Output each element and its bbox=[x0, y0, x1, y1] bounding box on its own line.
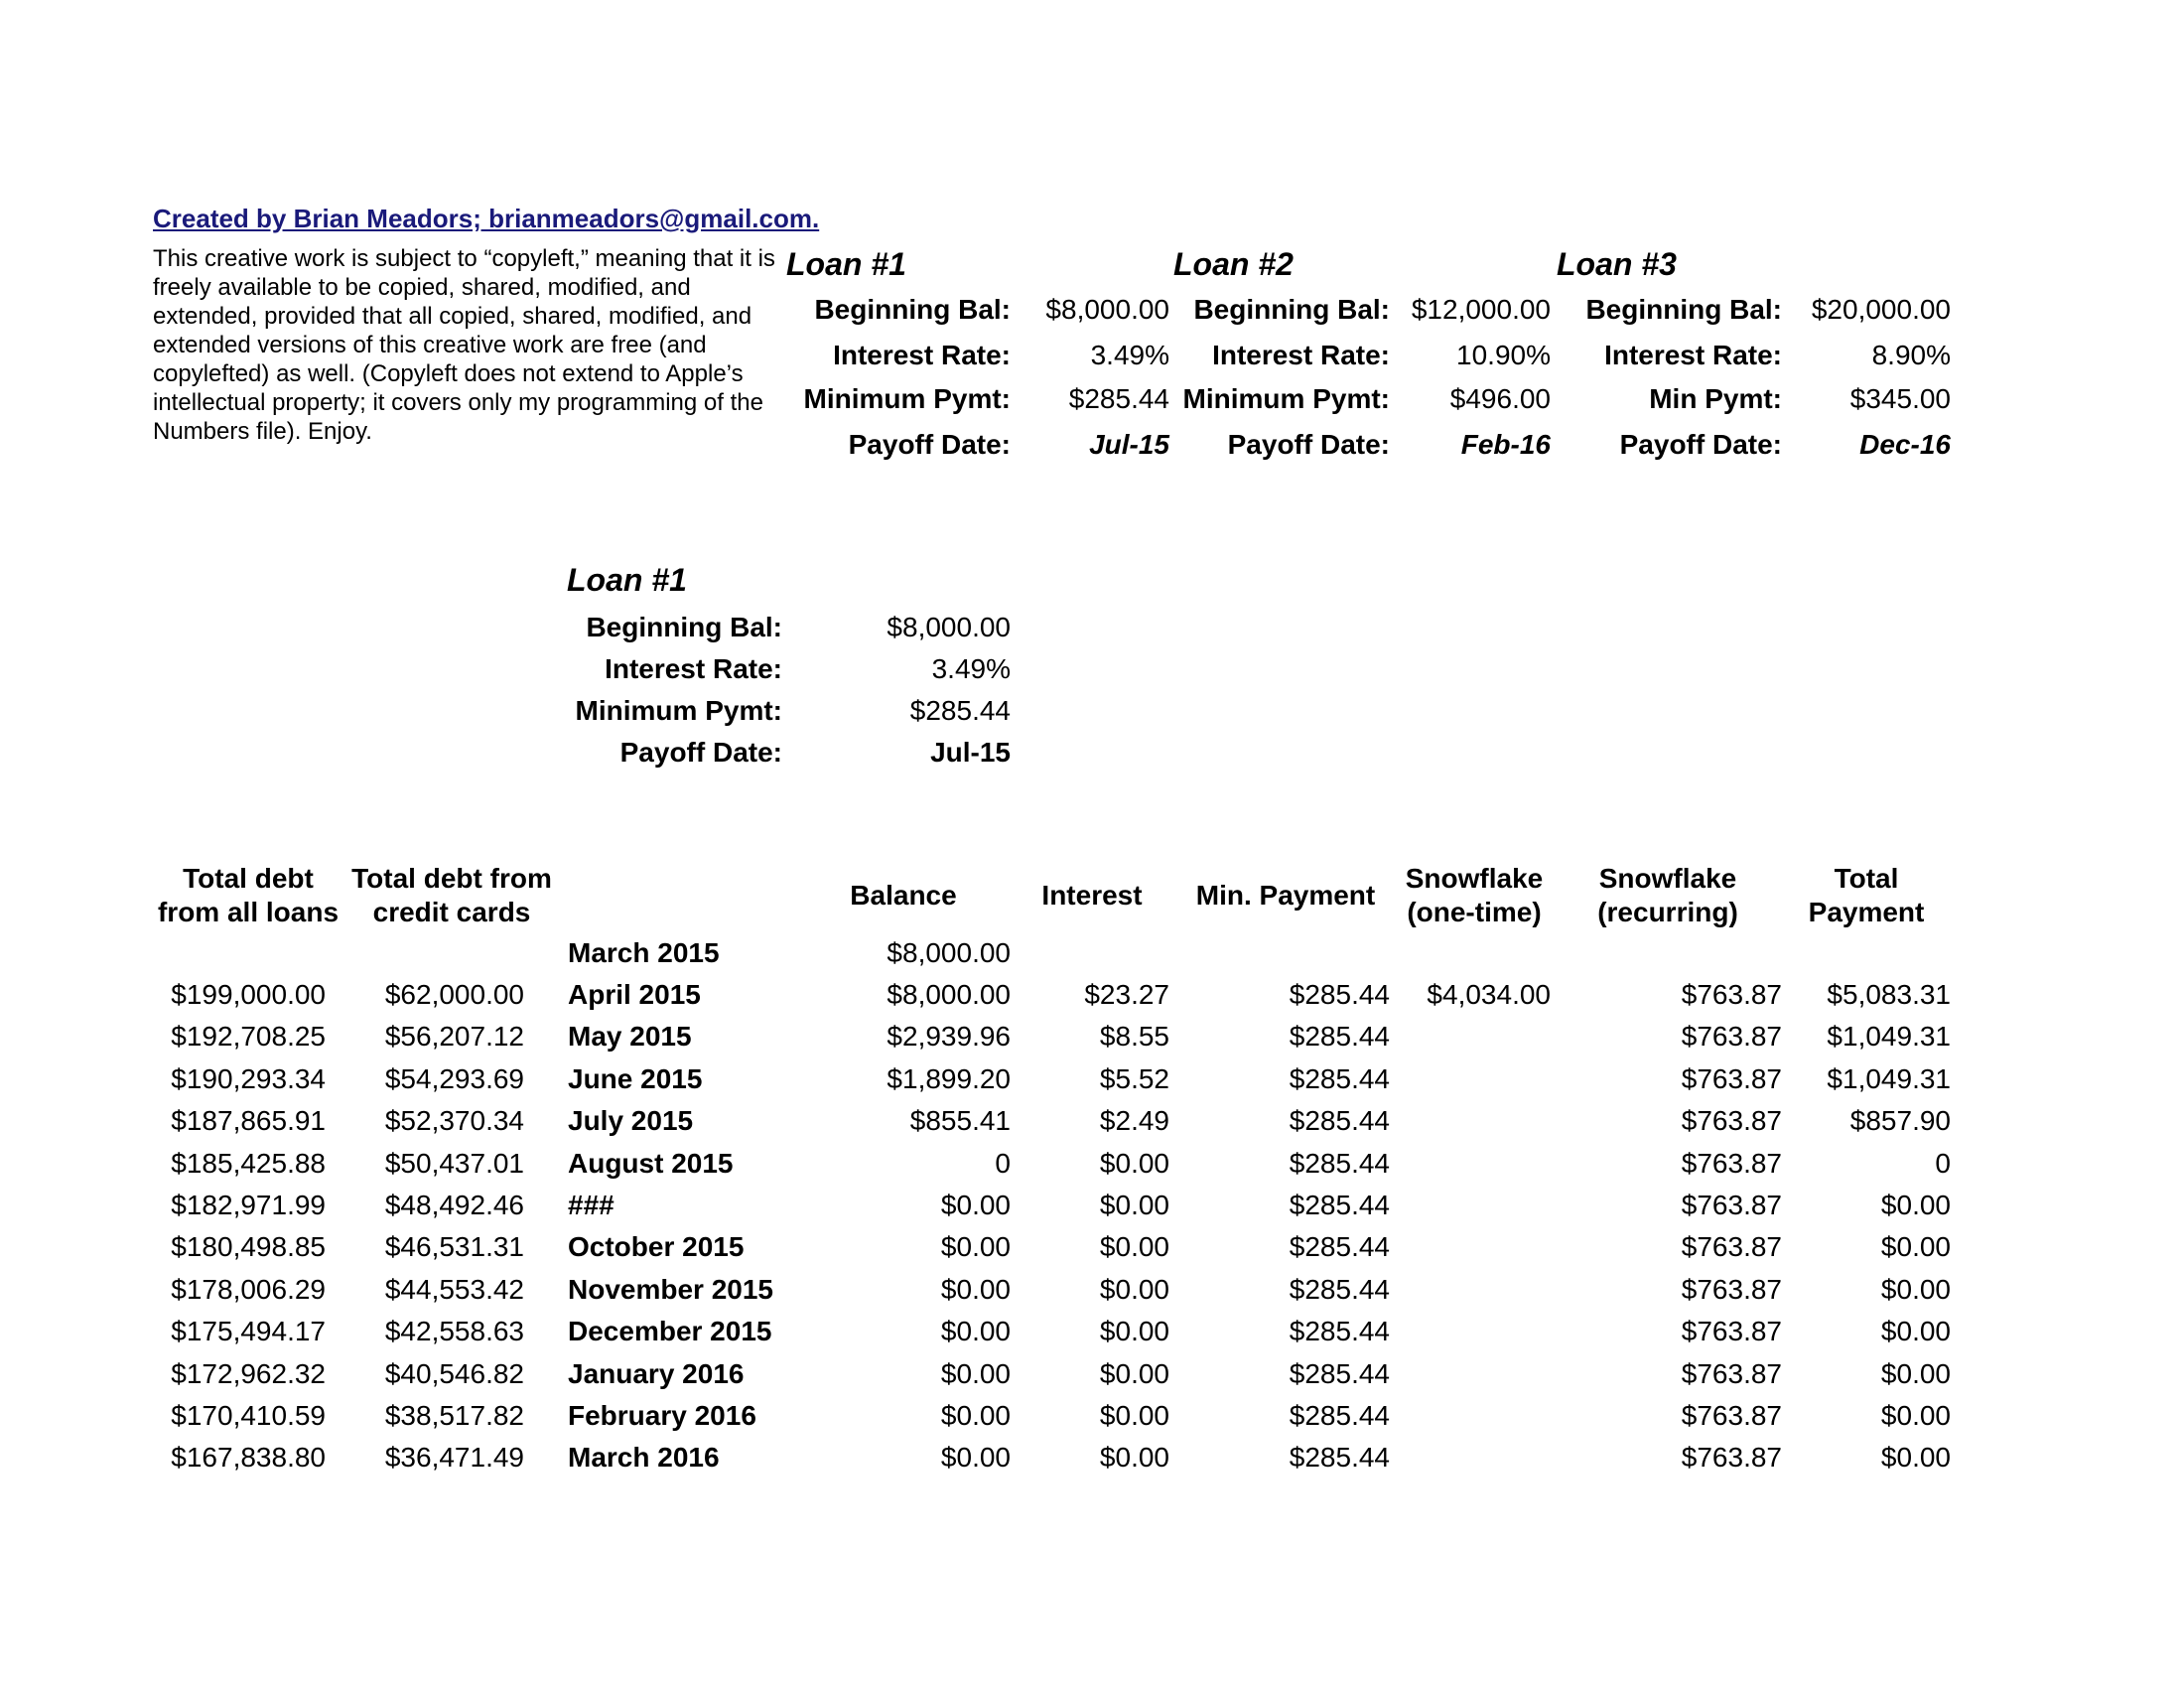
loan-summary-label: Interest Rate: bbox=[1604, 340, 1782, 370]
cell-total-payment: $1,049.31 bbox=[1827, 1021, 1951, 1052]
cell-balance: $0.00 bbox=[940, 1274, 1011, 1305]
loan-summary-title: Loan #1 bbox=[786, 246, 906, 282]
cell-min-payment: $285.44 bbox=[1289, 1105, 1390, 1136]
cell-total-credit-cards: $56,207.12 bbox=[384, 1021, 524, 1052]
loan-summary-value: $496.00 bbox=[1449, 383, 1551, 414]
cell-total-all-loans: $180,498.85 bbox=[171, 1231, 326, 1262]
header-interest: Interest bbox=[1041, 880, 1143, 911]
cell-total-credit-cards: $62,000.00 bbox=[384, 979, 524, 1010]
cell-snowflake-recurring: $763.87 bbox=[1681, 1358, 1782, 1389]
cell-total-credit-cards: $38,517.82 bbox=[384, 1400, 524, 1431]
cell-month: December 2015 bbox=[568, 1316, 772, 1346]
cell-month: May 2015 bbox=[568, 1021, 692, 1052]
cell-interest: $0.00 bbox=[1099, 1358, 1169, 1389]
cell-interest: $0.00 bbox=[1099, 1400, 1169, 1431]
cell-interest: $5.52 bbox=[1099, 1063, 1169, 1094]
cell-month: June 2015 bbox=[568, 1063, 703, 1094]
cell-total-all-loans: $199,000.00 bbox=[171, 979, 326, 1010]
cell-total-payment: $1,049.31 bbox=[1827, 1063, 1951, 1094]
cell-snowflake-recurring: $763.87 bbox=[1681, 1105, 1782, 1136]
loan-detail-value: 3.49% bbox=[931, 653, 1011, 684]
cell-balance: 0 bbox=[995, 1148, 1011, 1179]
cell-total-credit-cards: $40,546.82 bbox=[384, 1358, 524, 1389]
loan-summary-value: $12,000.00 bbox=[1411, 294, 1551, 325]
cell-balance: $0.00 bbox=[940, 1316, 1011, 1346]
cell-min-payment: $285.44 bbox=[1289, 979, 1390, 1010]
cell-total-all-loans: $175,494.17 bbox=[171, 1316, 326, 1346]
cell-month: March 2016 bbox=[568, 1442, 720, 1473]
cell-snowflake-onetime: $4,034.00 bbox=[1427, 979, 1551, 1010]
cell-total-credit-cards: $50,437.01 bbox=[384, 1148, 524, 1179]
copyleft-notice: This creative work is subject to “copyleft,” meaning that it is freely available to be copied, shared, modified, and extended, provided that all copied, shared, modified, and extended versions of this creative work are free (and copylefted) as well. (Copyleft does not extend to Apple’s intellectual property; it covers only my programming of the Numbers file). Enjoy. bbox=[153, 245, 775, 445]
loan-summary-label: Minimum Pymt: bbox=[1182, 383, 1390, 414]
cell-snowflake-recurring: $763.87 bbox=[1681, 979, 1782, 1010]
cell-total-all-loans: $187,865.91 bbox=[171, 1105, 326, 1136]
cell-min-payment: $285.44 bbox=[1289, 1190, 1390, 1220]
cell-snowflake-recurring: $763.87 bbox=[1681, 1316, 1782, 1346]
cell-balance: $1,899.20 bbox=[887, 1063, 1011, 1094]
cell-total-payment: $0.00 bbox=[1880, 1442, 1951, 1473]
cell-min-payment: $285.44 bbox=[1289, 1400, 1390, 1431]
loan-detail-title: Loan #1 bbox=[567, 562, 687, 598]
loan-summary-value: 10.90% bbox=[1456, 340, 1551, 370]
loan-summary-value: $345.00 bbox=[1849, 383, 1951, 414]
cell-interest: $0.00 bbox=[1099, 1274, 1169, 1305]
cell-min-payment: $285.44 bbox=[1289, 1442, 1390, 1473]
cell-total-credit-cards: $42,558.63 bbox=[384, 1316, 524, 1346]
loan-summary-value: $8,000.00 bbox=[1045, 294, 1169, 325]
cell-total-credit-cards: $36,471.49 bbox=[384, 1442, 524, 1473]
header-total-all-loans: Total debt from all loans bbox=[157, 863, 340, 927]
cell-interest: $0.00 bbox=[1099, 1442, 1169, 1473]
loan-summary-title: Loan #3 bbox=[1557, 246, 1677, 282]
cell-total-all-loans: $192,708.25 bbox=[171, 1021, 326, 1052]
header-snowflake-recurring: Snowflake (recurring) bbox=[1597, 863, 1738, 927]
loan-summary-label: Interest Rate: bbox=[833, 340, 1011, 370]
cell-total-payment: $857.90 bbox=[1849, 1105, 1951, 1136]
loan-summary-label: Payoff Date: bbox=[848, 429, 1011, 460]
cell-total-all-loans: $190,293.34 bbox=[171, 1063, 326, 1094]
loan-detail-label: Beginning Bal: bbox=[586, 612, 782, 642]
cell-balance: $8,000.00 bbox=[887, 979, 1011, 1010]
author-credit-link[interactable]: Created by Brian Meadors; brianmeadors@gmail.com. bbox=[153, 204, 820, 233]
header-total-credit-cards: Total debt from credit cards bbox=[351, 863, 552, 927]
cell-interest: $8.55 bbox=[1099, 1021, 1169, 1052]
cell-total-all-loans: $172,962.32 bbox=[171, 1358, 326, 1389]
loan-summary-label: Beginning Bal: bbox=[1585, 294, 1782, 325]
cell-balance: $0.00 bbox=[940, 1231, 1011, 1262]
cell-month: February 2016 bbox=[568, 1400, 756, 1431]
cell-total-credit-cards: $46,531.31 bbox=[384, 1231, 524, 1262]
cell-total-payment: 0 bbox=[1935, 1148, 1951, 1179]
cell-min-payment: $285.44 bbox=[1289, 1148, 1390, 1179]
cell-balance: $0.00 bbox=[940, 1400, 1011, 1431]
header-total-payment: Total Payment bbox=[1808, 863, 1925, 927]
header-snowflake-onetime: Snowflake (one-time) bbox=[1405, 863, 1544, 927]
loan-summary-value: Dec-16 bbox=[1859, 429, 1951, 460]
loan-summary-value: 8.90% bbox=[1871, 340, 1951, 370]
cell-interest: $0.00 bbox=[1099, 1316, 1169, 1346]
cell-balance: $0.00 bbox=[940, 1190, 1011, 1220]
schedule-first-balance: $8,000.00 bbox=[887, 937, 1011, 968]
cell-min-payment: $285.44 bbox=[1289, 1358, 1390, 1389]
loan-summary-label: Payoff Date: bbox=[1227, 429, 1390, 460]
cell-month: August 2015 bbox=[568, 1148, 734, 1179]
loan-detail-value: $8,000.00 bbox=[887, 612, 1011, 642]
cell-interest: $23.27 bbox=[1084, 979, 1169, 1010]
cell-month: November 2015 bbox=[568, 1274, 774, 1305]
loan-summary-label: Interest Rate: bbox=[1212, 340, 1390, 370]
cell-balance: $855.41 bbox=[909, 1105, 1011, 1136]
header-min-payment: Min. Payment bbox=[1195, 880, 1376, 911]
cell-total-all-loans: $185,425.88 bbox=[171, 1148, 326, 1179]
loan-summary-label: Payoff Date: bbox=[1619, 429, 1782, 460]
loan-summary-value: $285.44 bbox=[1068, 383, 1169, 414]
cell-total-credit-cards: $44,553.42 bbox=[384, 1274, 524, 1305]
loan-summary-value: Feb-16 bbox=[1460, 429, 1551, 460]
loan-summary-value: Jul-15 bbox=[1089, 429, 1169, 460]
cell-total-credit-cards: $54,293.69 bbox=[384, 1063, 524, 1094]
loan-detail-value: $285.44 bbox=[909, 695, 1011, 726]
loan-detail-value: Jul-15 bbox=[930, 737, 1011, 768]
cell-total-payment: $0.00 bbox=[1880, 1358, 1951, 1389]
cell-total-payment: $0.00 bbox=[1880, 1231, 1951, 1262]
cell-total-credit-cards: $52,370.34 bbox=[384, 1105, 524, 1136]
loan-summary-value: 3.49% bbox=[1090, 340, 1169, 370]
cell-snowflake-recurring: $763.87 bbox=[1681, 1442, 1782, 1473]
cell-month: ### bbox=[568, 1190, 614, 1220]
cell-balance: $0.00 bbox=[940, 1442, 1011, 1473]
schedule-first-month: March 2015 bbox=[568, 937, 720, 968]
cell-total-all-loans: $178,006.29 bbox=[171, 1274, 326, 1305]
cell-total-all-loans: $182,971.99 bbox=[171, 1190, 326, 1220]
cell-snowflake-recurring: $763.87 bbox=[1681, 1274, 1782, 1305]
cell-snowflake-recurring: $763.87 bbox=[1681, 1190, 1782, 1220]
cell-total-payment: $0.00 bbox=[1880, 1274, 1951, 1305]
loan-summary-label: Min Pymt: bbox=[1649, 383, 1782, 414]
cell-snowflake-recurring: $763.87 bbox=[1681, 1148, 1782, 1179]
cell-balance: $0.00 bbox=[940, 1358, 1011, 1389]
cell-total-all-loans: $167,838.80 bbox=[171, 1442, 326, 1473]
cell-month: April 2015 bbox=[568, 979, 701, 1010]
cell-snowflake-recurring: $763.87 bbox=[1681, 1063, 1782, 1094]
cell-snowflake-recurring: $763.87 bbox=[1681, 1231, 1782, 1262]
loan-detail-label: Payoff Date: bbox=[619, 737, 782, 768]
cell-total-all-loans: $170,410.59 bbox=[171, 1400, 326, 1431]
cell-interest: $0.00 bbox=[1099, 1190, 1169, 1220]
loan-summary-label: Minimum Pymt: bbox=[803, 383, 1011, 414]
cell-total-payment: $0.00 bbox=[1880, 1190, 1951, 1220]
loan-summary-title: Loan #2 bbox=[1173, 246, 1294, 282]
cell-interest: $0.00 bbox=[1099, 1148, 1169, 1179]
cell-interest: $2.49 bbox=[1099, 1105, 1169, 1136]
cell-total-payment: $0.00 bbox=[1880, 1316, 1951, 1346]
cell-snowflake-recurring: $763.87 bbox=[1681, 1021, 1782, 1052]
loan-summary-value: $20,000.00 bbox=[1811, 294, 1951, 325]
cell-snowflake-recurring: $763.87 bbox=[1681, 1400, 1782, 1431]
cell-total-payment: $5,083.31 bbox=[1827, 979, 1951, 1010]
cell-balance: $2,939.96 bbox=[887, 1021, 1011, 1052]
cell-month: July 2015 bbox=[568, 1105, 694, 1136]
cell-min-payment: $285.44 bbox=[1289, 1316, 1390, 1346]
cell-total-credit-cards: $48,492.46 bbox=[384, 1190, 524, 1220]
cell-min-payment: $285.44 bbox=[1289, 1063, 1390, 1094]
cell-interest: $0.00 bbox=[1099, 1231, 1169, 1262]
cell-month: January 2016 bbox=[568, 1358, 745, 1389]
cell-min-payment: $285.44 bbox=[1289, 1274, 1390, 1305]
cell-min-payment: $285.44 bbox=[1289, 1231, 1390, 1262]
header-balance: Balance bbox=[850, 880, 957, 911]
loan-summary-label: Beginning Bal: bbox=[814, 294, 1011, 325]
cell-min-payment: $285.44 bbox=[1289, 1021, 1390, 1052]
loan-detail-label: Minimum Pymt: bbox=[575, 695, 782, 726]
loan-detail-label: Interest Rate: bbox=[605, 653, 782, 684]
cell-month: October 2015 bbox=[568, 1231, 745, 1262]
loan-summary-label: Beginning Bal: bbox=[1193, 294, 1390, 325]
cell-total-payment: $0.00 bbox=[1880, 1400, 1951, 1431]
